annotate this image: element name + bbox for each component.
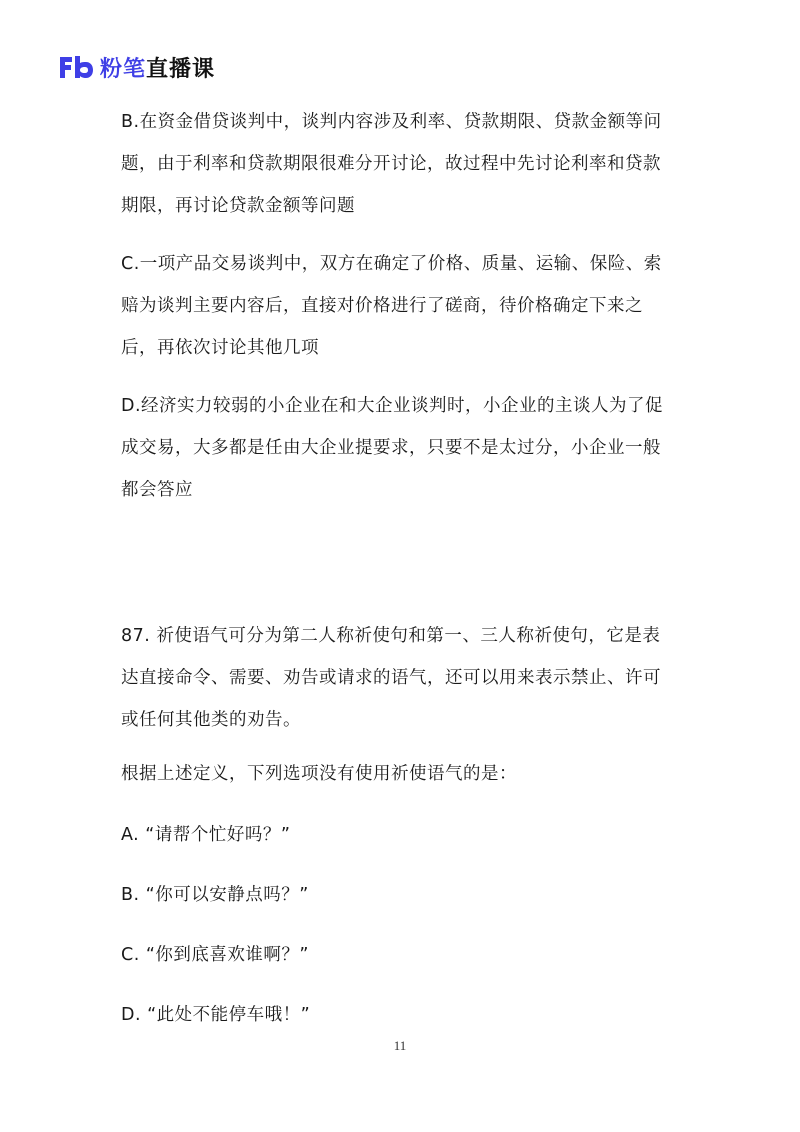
fb-logo-icon bbox=[58, 54, 94, 80]
page-number: 11 bbox=[393, 1038, 407, 1053]
question-stem bbox=[121, 615, 681, 741]
option-line: C.一项产品交易谈判中，双方在确定了价格、质量、运输、保险、索 bbox=[121, 254, 662, 274]
document-body bbox=[121, 101, 681, 1053]
question-prompt: 根据上述定义，下列选项没有使用祈使语气的是： bbox=[121, 764, 517, 784]
prev-option-b bbox=[121, 101, 681, 227]
stem-line: 或任何其他类的劝告。 bbox=[121, 710, 301, 730]
stem-line: 达直接命令、需要、劝告或请求的语气，还可以用来表示禁止、许可 bbox=[121, 668, 661, 688]
stem-line: 87. 祈使语气可分为第二人称祈使句和第一、三人称祈使句，它是表 bbox=[121, 626, 661, 646]
choice-d: D. “此处不能停车哦！” bbox=[121, 1005, 311, 1025]
option-line: 都会答应 bbox=[121, 480, 193, 500]
option-line: 期限，再讨论贷款金额等问题 bbox=[121, 196, 355, 216]
prev-option-c bbox=[121, 243, 681, 369]
option-line: D.经济实力较弱的小企业在和大企业谈判时，小企业的主谈人为了促 bbox=[121, 396, 664, 416]
choice-b: B. “你可以安静点吗？” bbox=[121, 885, 309, 905]
brand-part-2: 直播课 bbox=[146, 56, 216, 82]
spacer bbox=[121, 527, 681, 615]
brand-name bbox=[100, 52, 215, 83]
option-line: 赔为谈判主要内容后，直接对价格进行了磋商，待价格确定下来之 bbox=[121, 296, 643, 316]
option-line: 后，再依次讨论其他几项 bbox=[121, 338, 319, 358]
option-line: 成交易，大多都是任由大企业提要求，只要不是太过分，小企业一般 bbox=[121, 438, 661, 458]
choice-a: A. “请帮个忙好吗？” bbox=[121, 825, 291, 845]
header bbox=[58, 52, 215, 82]
prev-option-d bbox=[121, 385, 681, 511]
option-line: 题，由于利率和贷款期限很难分开讨论，故过程中先讨论利率和贷款 bbox=[121, 154, 661, 174]
choice-c: C. “你到底喜欢谁啊？” bbox=[121, 945, 309, 965]
option-line: B.在资金借贷谈判中，谈判内容涉及利率、贷款期限、贷款金额等问 bbox=[121, 112, 662, 132]
brand-part-1: 粉笔 bbox=[100, 56, 147, 82]
